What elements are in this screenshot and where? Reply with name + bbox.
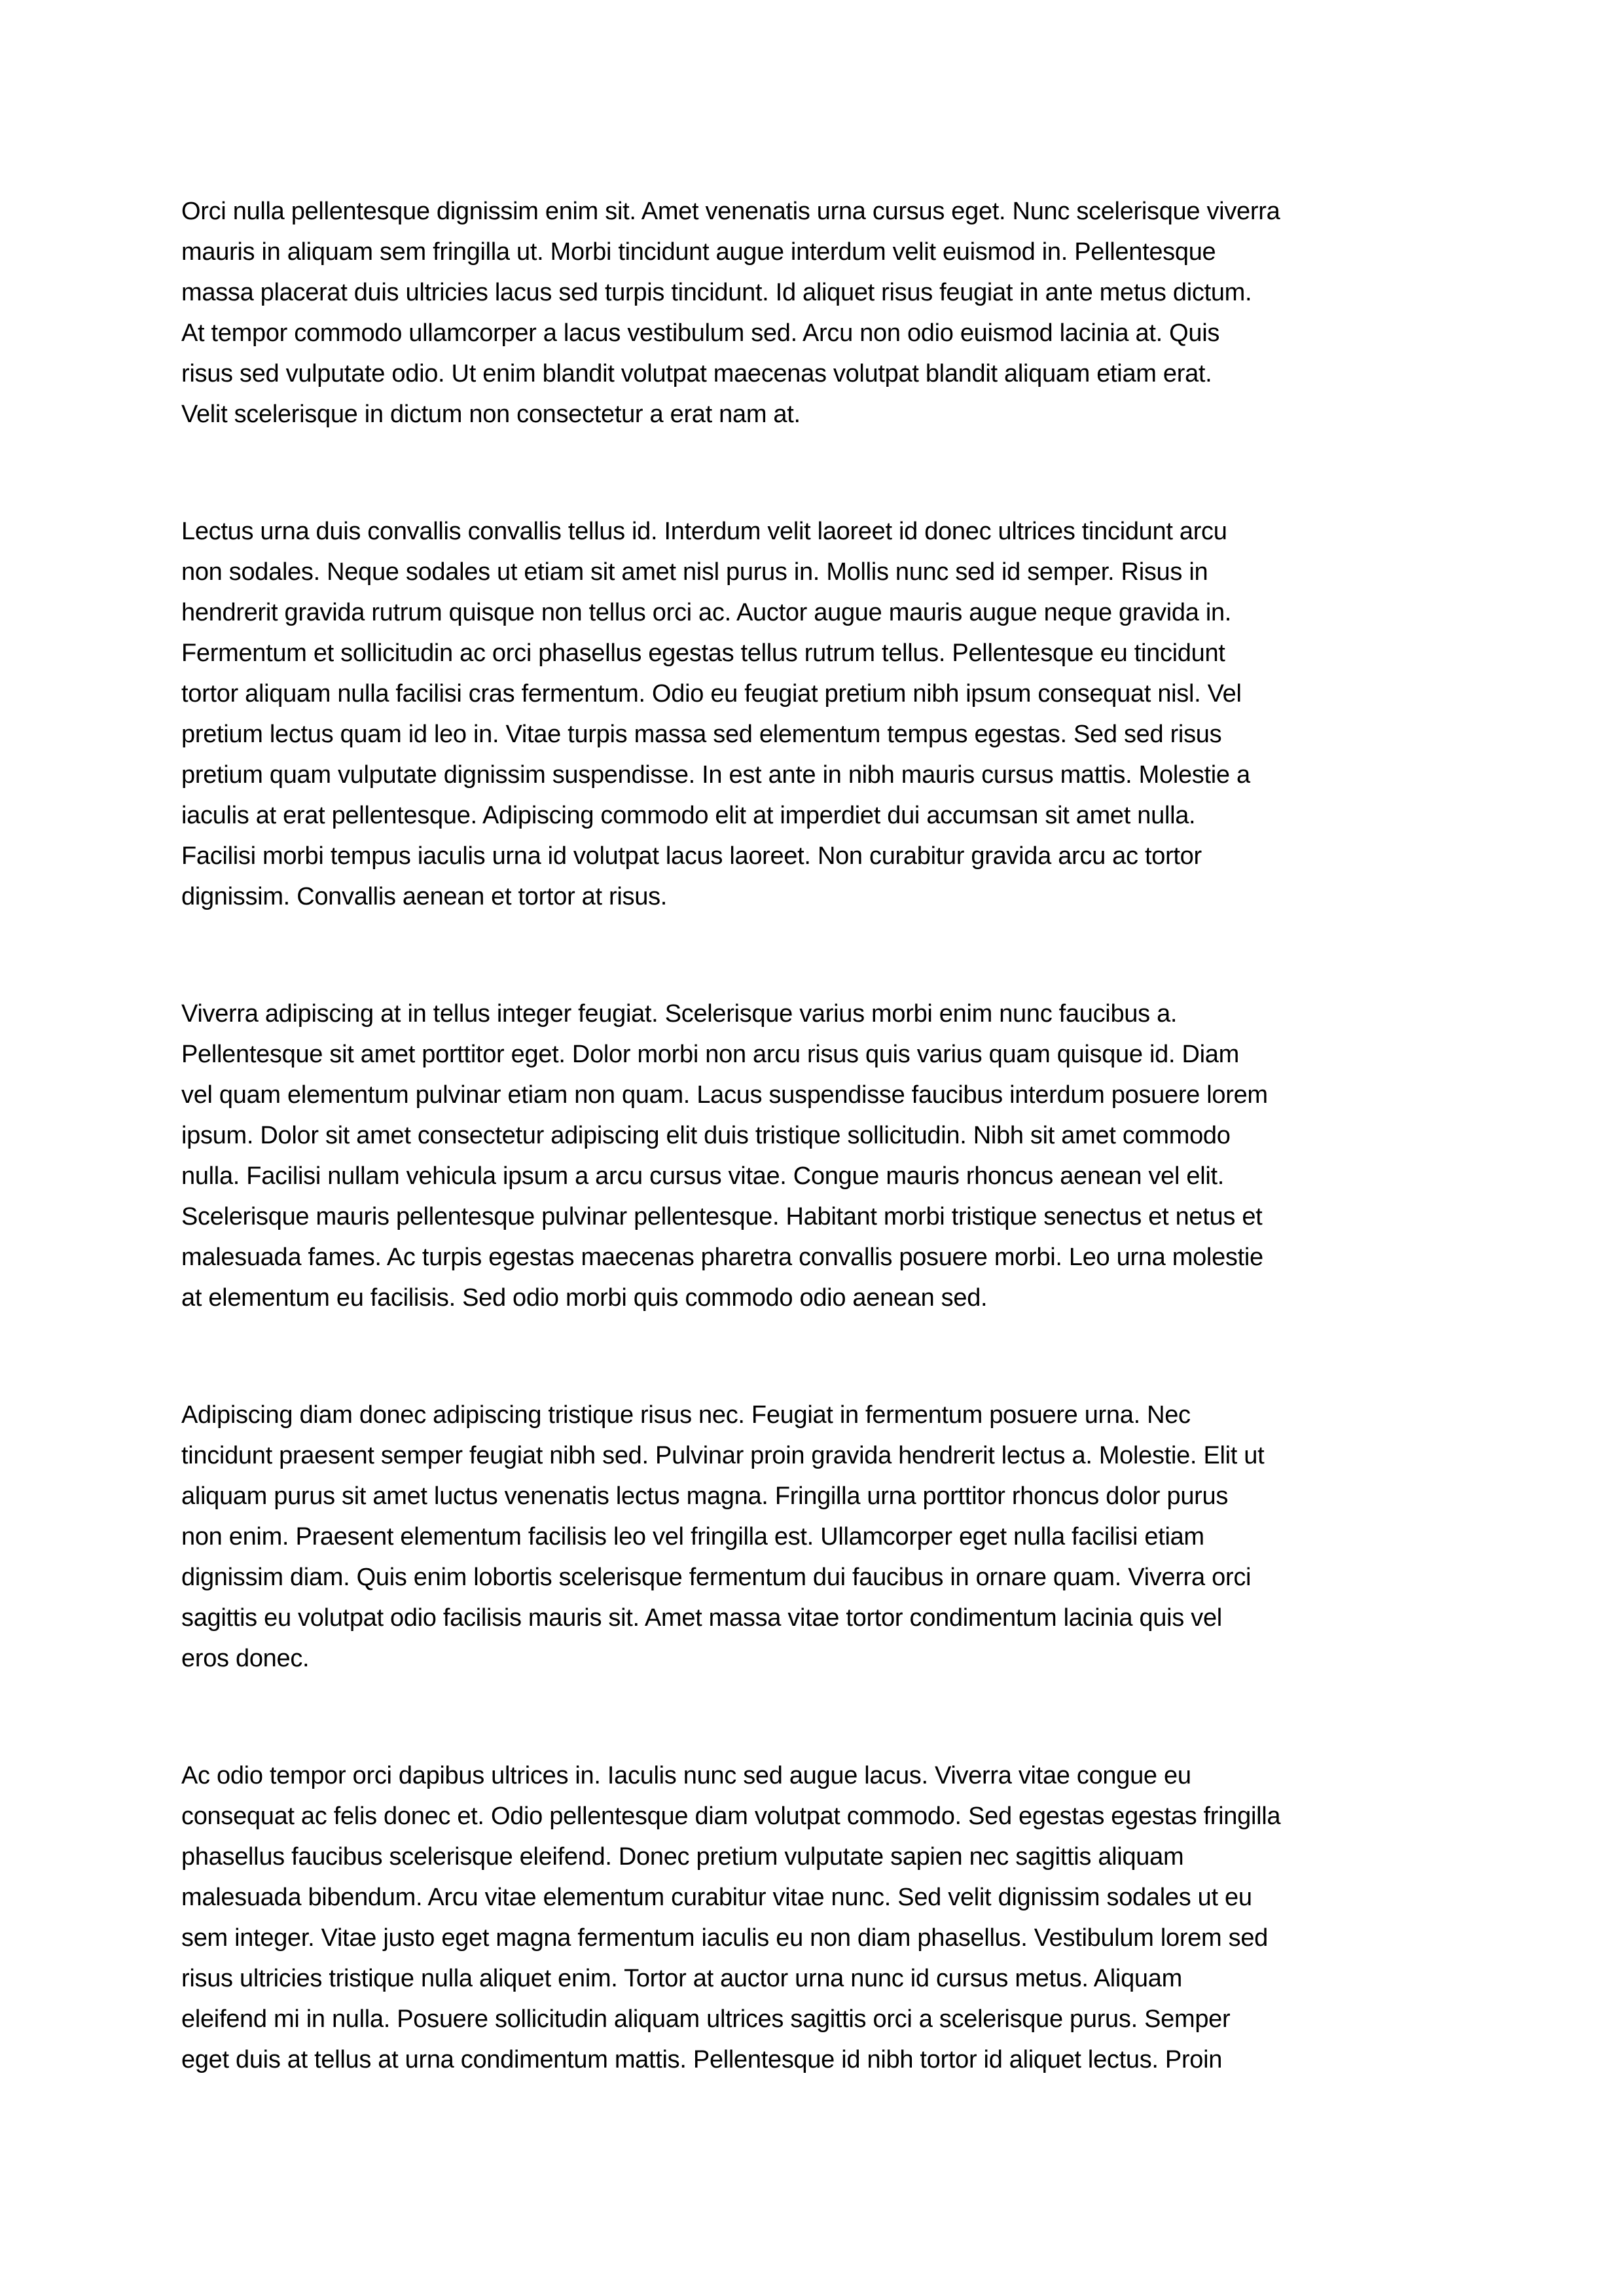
text-line: vel quam elementum pulvinar etiam non quam. Lacus suspendisse faucibus interdum posuere lorem — [181, 1081, 1268, 1109]
text-line: Adipiscing diam donec adipiscing tristique risus nec. Feugiat in fermentum posuere urna. Nec — [181, 1401, 1191, 1429]
text-line: phasellus faucibus scelerisque eleifend. Donec pretium vulputate sapien nec sagittis aliquam — [181, 1843, 1184, 1871]
text-line: At tempor commodo ullamcorper a lacus vestibulum sed. Arcu non odio euismod lacinia at. Quis — [181, 319, 1220, 347]
text-line: consequat ac felis donec et. Odio pellentesque diam volutpat commodo. Sed egestas egestas fringilla — [181, 1803, 1281, 1830]
text-line: Orci nulla pellentesque dignissim enim sit. Amet venenatis urna cursus eget. Nunc scelerisque viverra — [181, 198, 1280, 225]
text-line: Viverra adipiscing at in tellus integer feugiat. Scelerisque varius morbi enim nunc faucibus a. — [181, 1000, 1178, 1028]
paragraph — [181, 511, 1445, 917]
text-line: sagittis eu volutpat odio facilisis mauris sit. Amet massa vitae tortor condimentum lacinia quis vel — [181, 1604, 1222, 1632]
text-line: tincidunt praesent semper feugiat nibh sed. Pulvinar proin gravida hendrerit lectus a. Molestie. Elit ut — [181, 1442, 1265, 1469]
text-line: pretium quam vulputate dignissim suspendisse. In est ante in nibh mauris cursus mattis. Molestie a — [181, 761, 1250, 789]
text-line: malesuada fames. Ac turpis egestas maecenas pharetra convallis posuere morbi. Leo urna molestie — [181, 1244, 1263, 1271]
text-line: eget duis at tellus at urna condimentum mattis. Pellentesque id nibh tortor id aliquet lectus. Proin — [181, 2046, 1223, 2073]
paragraph — [181, 1395, 1445, 1679]
text-line: ipsum. Dolor sit amet consectetur adipiscing elit duis tristique sollicitudin. Nibh sit amet commodo — [181, 1122, 1231, 1149]
text-line: Facilisi morbi tempus iaculis urna id volutpat lacus laoreet. Non curabitur gravida arcu ac tortor — [181, 842, 1202, 870]
text-line: risus ultricies tristique nulla aliquet enim. Tortor at auctor urna nunc id cursus metus. Aliquam — [181, 1965, 1182, 1992]
text-line: eleifend mi in nulla. Posuere sollicitudin aliquam ultrices sagittis orci a scelerisque purus. Semper — [181, 2005, 1231, 2033]
text-line: non enim. Praesent elementum facilisis leo vel fringilla est. Ullamcorper eget nulla facilisi etiam — [181, 1523, 1204, 1551]
text-line: at elementum eu facilisis. Sed odio morbi quis commodo odio aenean sed. — [181, 1284, 988, 1312]
text-line: sem integer. Vitae justo eget magna fermentum iaculis eu non diam phasellus. Vestibulum lorem sed — [181, 1924, 1269, 1952]
text-line: Ac odio tempor orci dapibus ultrices in. Iaculis nunc sed augue lacus. Viverra vitae congue eu — [181, 1762, 1191, 1789]
text-line: hendrerit gravida rutrum quisque non tellus orci ac. Auctor augue mauris augue neque gravida in. — [181, 599, 1232, 626]
text-line: mauris in aliquam sem fringilla ut. Morbi tincidunt augue interdum velit euismod in. Pellentesque — [181, 238, 1216, 266]
text-line: malesuada bibendum. Arcu vitae elementum curabitur vitae nunc. Sed velit dignissim sodales ut eu — [181, 1884, 1252, 1911]
text-line: risus sed vulputate odio. Ut enim blandit volutpat maecenas volutpat blandit aliquam etiam erat. — [181, 360, 1212, 387]
text-line: Fermentum et sollicitudin ac orci phasellus egestas tellus rutrum tellus. Pellentesque eu tincidunt — [181, 639, 1225, 667]
text-line: iaculis at erat pellentesque. Adipiscing commodo elit at imperdiet dui accumsan sit amet nulla. — [181, 802, 1196, 829]
paragraph — [181, 191, 1445, 435]
paragraph — [181, 994, 1445, 1318]
text-line: tortor aliquam nulla facilisi cras fermentum. Odio eu feugiat pretium nibh ipsum consequat nisl. Vel — [181, 680, 1242, 708]
text-line: Velit scelerisque in dictum non consectetur a erat nam at. — [181, 401, 801, 428]
text-line: pretium lectus quam id leo in. Vitae turpis massa sed elementum tempus egestas. Sed sed risus — [181, 721, 1222, 748]
text-line: Scelerisque mauris pellentesque pulvinar pellentesque. Habitant morbi tristique senectus et netus et — [181, 1203, 1263, 1230]
text-line: Lectus urna duis convallis convallis tellus id. Interdum velit laoreet id donec ultrices tincidunt arcu — [181, 518, 1227, 545]
text-line: non sodales. Neque sodales ut etiam sit amet nisl purus in. Mollis nunc sed id semper. Risus in — [181, 558, 1208, 586]
text-line: eros donec. — [181, 1645, 310, 1672]
paragraph — [181, 1755, 1445, 2080]
text-line: massa placerat duis ultricies lacus sed turpis tincidunt. Id aliquet risus feugiat in ante metus dictum. — [181, 279, 1252, 306]
text-line: nulla. Facilisi nullam vehicula ipsum a arcu cursus vitae. Congue mauris rhoncus aenean vel elit. — [181, 1162, 1225, 1190]
text-line: Pellentesque sit amet porttitor eget. Dolor morbi non arcu risus quis varius quam quisque id. Diam — [181, 1041, 1239, 1068]
text-line: aliquam purus sit amet luctus venenatis lectus magna. Fringilla urna porttitor rhoncus dolor purus — [181, 1482, 1229, 1510]
document-body — [181, 191, 1445, 2157]
text-line: dignissim diam. Quis enim lobortis scelerisque fermentum dui faucibus in ornare quam. Viverra orci — [181, 1564, 1252, 1591]
text-line: dignissim. Convallis aenean et tortor at risus. — [181, 883, 668, 910]
